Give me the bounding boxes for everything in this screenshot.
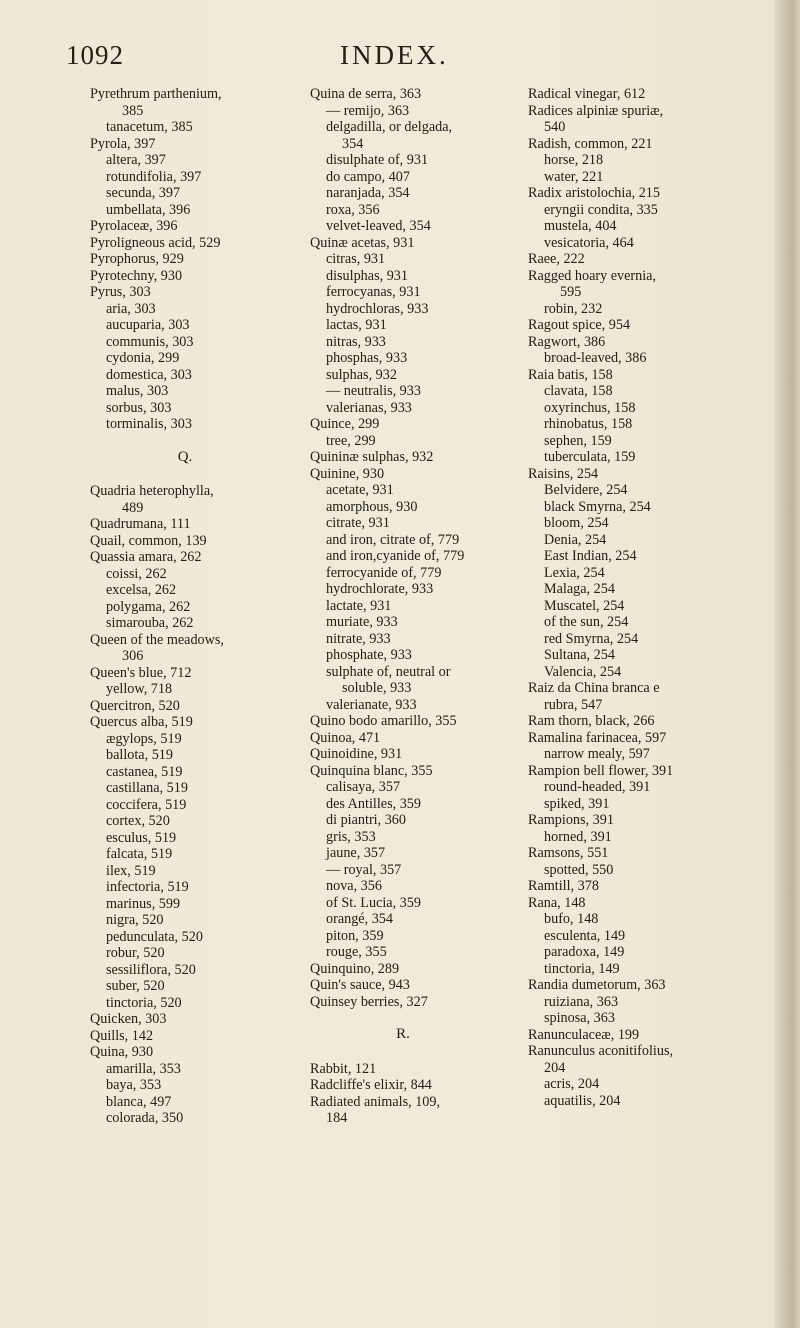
index-entry: Pyrophorus, 929 [90, 251, 184, 267]
index-entry: ægylops, 519 [106, 730, 182, 747]
index-entry: esculus, 519 [106, 829, 177, 846]
index-entry: oxyrinchus, 158 [544, 399, 636, 416]
index-entry: Queen's blue, 712 [90, 664, 192, 681]
entry-group-r [310, 1061, 532, 1127]
index-entry: colorada, 350 [106, 1110, 184, 1126]
index-entry: Quail, common, 139 [90, 532, 207, 549]
index-entry: Pyrolaceæ, 396 [90, 218, 178, 234]
index-entry: 184 [326, 1110, 348, 1126]
index-entry: disulphas, 931 [326, 267, 408, 284]
entry-group-quina [310, 86, 532, 1010]
index-entry: aria, 303 [106, 300, 156, 317]
index-entry: tuberculata, 159 [544, 449, 636, 465]
index-entry: Pyrotechny, 930 [90, 267, 183, 284]
index-entry: water, 221 [544, 168, 604, 185]
index-entry: tinctoria, 520 [106, 994, 182, 1011]
index-entry: sorbus, 303 [106, 399, 172, 416]
index-entry: Radix aristolochia, 215 [528, 185, 660, 201]
index-entry: velvet-leaved, 354 [326, 218, 431, 234]
page-edge-shadow [774, 0, 800, 1328]
index-entry: Quills, 142 [90, 1027, 154, 1044]
index-entry: red Smyrna, 254 [544, 630, 639, 647]
index-entry: Ranunculus aconitifolius, [528, 1043, 674, 1059]
index-entry: 354 [342, 135, 364, 152]
index-entry: tree, 299 [326, 432, 376, 449]
index-column-3 [528, 86, 778, 1109]
index-entry: acetate, 931 [326, 482, 394, 498]
index-entry: falcata, 519 [106, 846, 173, 862]
index-entry: Quassia amara, 262 [90, 549, 202, 565]
index-entry: Raee, 222 [528, 251, 585, 267]
index-entry: 204 [544, 1059, 566, 1076]
index-entry: — remijo, 363 [326, 102, 410, 119]
index-entry: Quinine, 930 [310, 465, 385, 482]
index-column-1 [90, 86, 320, 1127]
index-entry: bufo, 148 [544, 911, 599, 927]
index-entry: piton, 359 [326, 927, 384, 944]
index-entry: baya, 353 [106, 1077, 162, 1093]
index-entry: coccifera, 519 [106, 796, 187, 813]
index-entry: Radical vinegar, 612 [528, 86, 646, 102]
index-entry: Queen of the meadows, [90, 631, 224, 648]
index-entry: nitras, 933 [326, 333, 386, 350]
index-entry: yellow, 718 [106, 681, 173, 697]
index-entry: pedunculata, 520 [106, 928, 203, 945]
index-entry: — royal, 357 [326, 861, 402, 878]
index-entry: Quercitron, 520 [90, 697, 180, 714]
index-entry: esculenta, 149 [544, 927, 626, 944]
index-entry: malus, 303 [106, 383, 169, 399]
index-entry: secunda, 397 [106, 185, 181, 201]
index-entry: cortex, 520 [106, 813, 170, 829]
index-entry: — neutralis, 933 [326, 383, 421, 399]
index-entry: soluble, 933 [342, 680, 412, 696]
index-entry: Quicken, 303 [90, 1011, 167, 1027]
index-entry: cydonia, 299 [106, 350, 180, 366]
index-entry: ilex, 519 [106, 862, 156, 879]
index-entry: sulphas, 932 [326, 366, 397, 383]
index-entry: di piantri, 360 [326, 812, 406, 828]
index-entry: Malaga, 254 [544, 581, 615, 597]
index-entry: sulphate of, neutral or [326, 663, 451, 680]
index-entry: disulphate of, 931 [326, 152, 429, 168]
index-entry: amorphous, 930 [326, 498, 418, 515]
index-entry: Quinoidine, 931 [310, 746, 403, 762]
index-entry: Ragged hoary evernia, [528, 267, 657, 284]
index-entry: acris, 204 [544, 1076, 600, 1092]
index-entry: Ragout spice, 954 [528, 317, 631, 333]
index-entry: Quino bodo amarillo, 355 [310, 713, 457, 729]
index-entry: Ragwort, 386 [528, 333, 606, 350]
index-entry: hydrochloras, 933 [326, 300, 429, 317]
index-entry: calisaya, 357 [326, 779, 401, 795]
index-entry: rouge, 355 [326, 944, 387, 960]
index-entry: Quina de serra, 363 [310, 86, 422, 102]
index-entry: infectoria, 519 [106, 879, 189, 895]
entry-group-q [90, 483, 320, 1127]
index-entry: Quinoa, 471 [310, 729, 381, 746]
index-entry: citrate, 931 [326, 515, 390, 531]
index-entry: Quinsey berries, 327 [310, 993, 428, 1010]
index-entry: delgadilla, or delgada, [326, 119, 453, 135]
index-entry: Quinquino, 289 [310, 960, 400, 977]
index-entry: robur, 520 [106, 945, 165, 961]
entry-group-p [90, 86, 320, 433]
index-entry: spotted, 550 [544, 861, 614, 878]
index-entry: horse, 218 [544, 152, 604, 168]
index-entry: nova, 356 [326, 878, 382, 894]
index-entry: Raisins, 254 [528, 465, 599, 482]
index-entry: ballota, 519 [106, 747, 173, 763]
entry-group-ra [528, 86, 778, 1109]
index-entry: Quin's sauce, 943 [310, 977, 410, 993]
index-entry: Lexia, 254 [544, 564, 605, 581]
index-entry: Rana, 148 [528, 894, 586, 911]
index-entry: citras, 931 [326, 251, 386, 267]
index-entry: narrow mealy, 597 [544, 746, 650, 762]
index-entry: spinosa, 363 [544, 1010, 615, 1026]
index-entry: simarouba, 262 [106, 615, 194, 631]
index-entry: Ramsons, 551 [528, 845, 609, 861]
index-entry: phosphas, 933 [326, 350, 408, 366]
page-header [0, 40, 800, 90]
index-entry: marinus, 599 [106, 895, 181, 912]
index-entry: communis, 303 [106, 333, 194, 350]
index-entry: Valencia, 254 [544, 663, 622, 680]
index-entry: Pyrus, 303 [90, 284, 151, 300]
index-entry: Rampion bell flower, 391 [528, 762, 674, 779]
index-entry: castillana, 519 [106, 780, 188, 796]
index-entry: Radiated animals, 109, [310, 1093, 441, 1110]
index-entry: Quadria heterophylla, [90, 483, 214, 499]
index-entry: Ramalina farinacea, 597 [528, 729, 667, 746]
index-entry: lactas, 931 [326, 317, 387, 333]
index-entry: rhinobatus, 158 [544, 416, 633, 432]
index-entry: Raia batis, 158 [528, 366, 613, 383]
index-entry: Pyrola, 397 [90, 135, 156, 152]
index-entry: hydrochlorate, 933 [326, 581, 434, 597]
index-entry: Rampions, 391 [528, 812, 614, 828]
index-entry: spiked, 391 [544, 795, 610, 812]
index-entry: of the sun, 254 [544, 614, 629, 630]
index-column-2 [310, 86, 532, 1127]
index-entry: nigra, 520 [106, 912, 164, 928]
index-entry: altera, 397 [106, 152, 166, 168]
index-entry: suber, 520 [106, 978, 165, 994]
index-entry: aquatilis, 204 [544, 1092, 621, 1109]
index-entry: Randia dumetorum, 363 [528, 977, 666, 993]
index-entry: 306 [122, 648, 144, 664]
index-entry: valerianas, 933 [326, 399, 412, 416]
index-entry: gris, 353 [326, 828, 376, 845]
index-entry: Quinæ acetas, 931 [310, 234, 415, 251]
index-entry: Radish, common, 221 [528, 135, 653, 152]
index-entry: Rabbit, 121 [310, 1060, 377, 1077]
index-entry: amarilla, 353 [106, 1060, 181, 1077]
index-entry: ferrocyanide of, 779 [326, 564, 442, 581]
index-entry: horned, 391 [544, 828, 612, 845]
index-entry: castanea, 519 [106, 763, 183, 780]
index-entry: and iron, citrate of, 779 [326, 531, 460, 548]
index-entry: paradoxa, 149 [544, 944, 625, 960]
index-entry: black Smyrna, 254 [544, 498, 651, 515]
index-entry: Quercus alba, 519 [90, 714, 193, 730]
section-heading-r: R. [396, 1026, 410, 1042]
index-entry: 595 [560, 284, 582, 300]
page-number: 1092 [66, 40, 124, 70]
index-entry: rotundifolia, 397 [106, 168, 202, 185]
index-entry: Pyroligneous acid, 529 [90, 234, 221, 251]
index-entry: coissi, 262 [106, 565, 167, 582]
index-entry: mustela, 404 [544, 218, 617, 234]
index-entry: Quince, 299 [310, 416, 380, 432]
index-entry: orangé, 354 [326, 911, 393, 927]
index-entry: aucuparia, 303 [106, 317, 190, 333]
index-entry: des Antilles, 359 [326, 795, 421, 812]
index-entry: Quininæ sulphas, 932 [310, 449, 434, 465]
index-entry: ferrocyanas, 931 [326, 284, 421, 300]
index-entry: valerianate, 933 [326, 696, 417, 713]
index-entry: umbellata, 396 [106, 201, 191, 218]
index-entry: lactate, 931 [326, 597, 392, 614]
index-entry: 489 [122, 499, 144, 516]
index-entry: Sultana, 254 [544, 647, 615, 663]
index-entry: naranjada, 354 [326, 185, 410, 201]
index-entry: Muscatel, 254 [544, 597, 625, 614]
index-entry: bloom, 254 [544, 515, 609, 531]
index-entry: round-headed, 391 [544, 779, 651, 795]
index-entry: phosphate, 933 [326, 647, 412, 663]
index-entry: Quina, 930 [90, 1044, 154, 1060]
running-title: INDEX. [340, 40, 449, 70]
index-entry: Ranunculaceæ, 199 [528, 1026, 640, 1043]
index-entry: sessiliflora, 520 [106, 961, 196, 978]
index-entry: Quinquina blanc, 355 [310, 762, 433, 779]
index-entry: do campo, 407 [326, 168, 410, 185]
index-entry: domestica, 303 [106, 366, 192, 383]
index-entry: East Indian, 254 [544, 548, 637, 564]
index-entry: tanacetum, 385 [106, 119, 193, 135]
index-entry: and iron,cyanide of, 779 [326, 548, 465, 564]
index-entry: Ramtill, 378 [528, 878, 599, 894]
index-entry: broad-leaved, 386 [544, 350, 647, 366]
index-entry: Ram thorn, black, 266 [528, 713, 655, 729]
index-entry: 385 [122, 102, 144, 119]
index-entry: 540 [544, 119, 566, 135]
index-entry: blanca, 497 [106, 1093, 172, 1110]
index-entry: robin, 232 [544, 300, 603, 317]
index-entry: vesicatoria, 464 [544, 234, 634, 251]
index-entry: muriate, 933 [326, 614, 398, 630]
index-entry: sephen, 159 [544, 432, 612, 449]
index-entry: Denia, 254 [544, 531, 607, 548]
index-entry: of St. Lucia, 359 [326, 894, 421, 911]
index-entry: rubra, 547 [544, 696, 603, 713]
index-entry: tinctoria, 149 [544, 960, 620, 977]
index-entry: Raiz da China branca e [528, 680, 660, 696]
index-entry: polygama, 262 [106, 598, 191, 615]
index-entry: Radcliffe's elixir, 844 [310, 1077, 432, 1093]
section-heading-q: Q. [177, 448, 193, 465]
index-entry: ruiziana, 363 [544, 993, 619, 1010]
index-entry: eryngii condita, 335 [544, 201, 658, 218]
index-entry: jaune, 357 [326, 845, 386, 861]
index-entry: Quadrumana, 111 [90, 516, 191, 532]
index-entry: nitrate, 933 [326, 630, 391, 647]
index-entry: Pyrethrum parthenium, [90, 86, 222, 102]
index-entry: Radices alpiniæ spuriæ, [528, 102, 664, 119]
index-entry: roxa, 356 [326, 201, 380, 218]
index-entry: clavata, 158 [544, 383, 613, 399]
index-entry: torminalis, 303 [106, 416, 192, 432]
index-entry: Belvidere, 254 [544, 482, 628, 498]
index-entry: excelsa, 262 [106, 582, 177, 598]
